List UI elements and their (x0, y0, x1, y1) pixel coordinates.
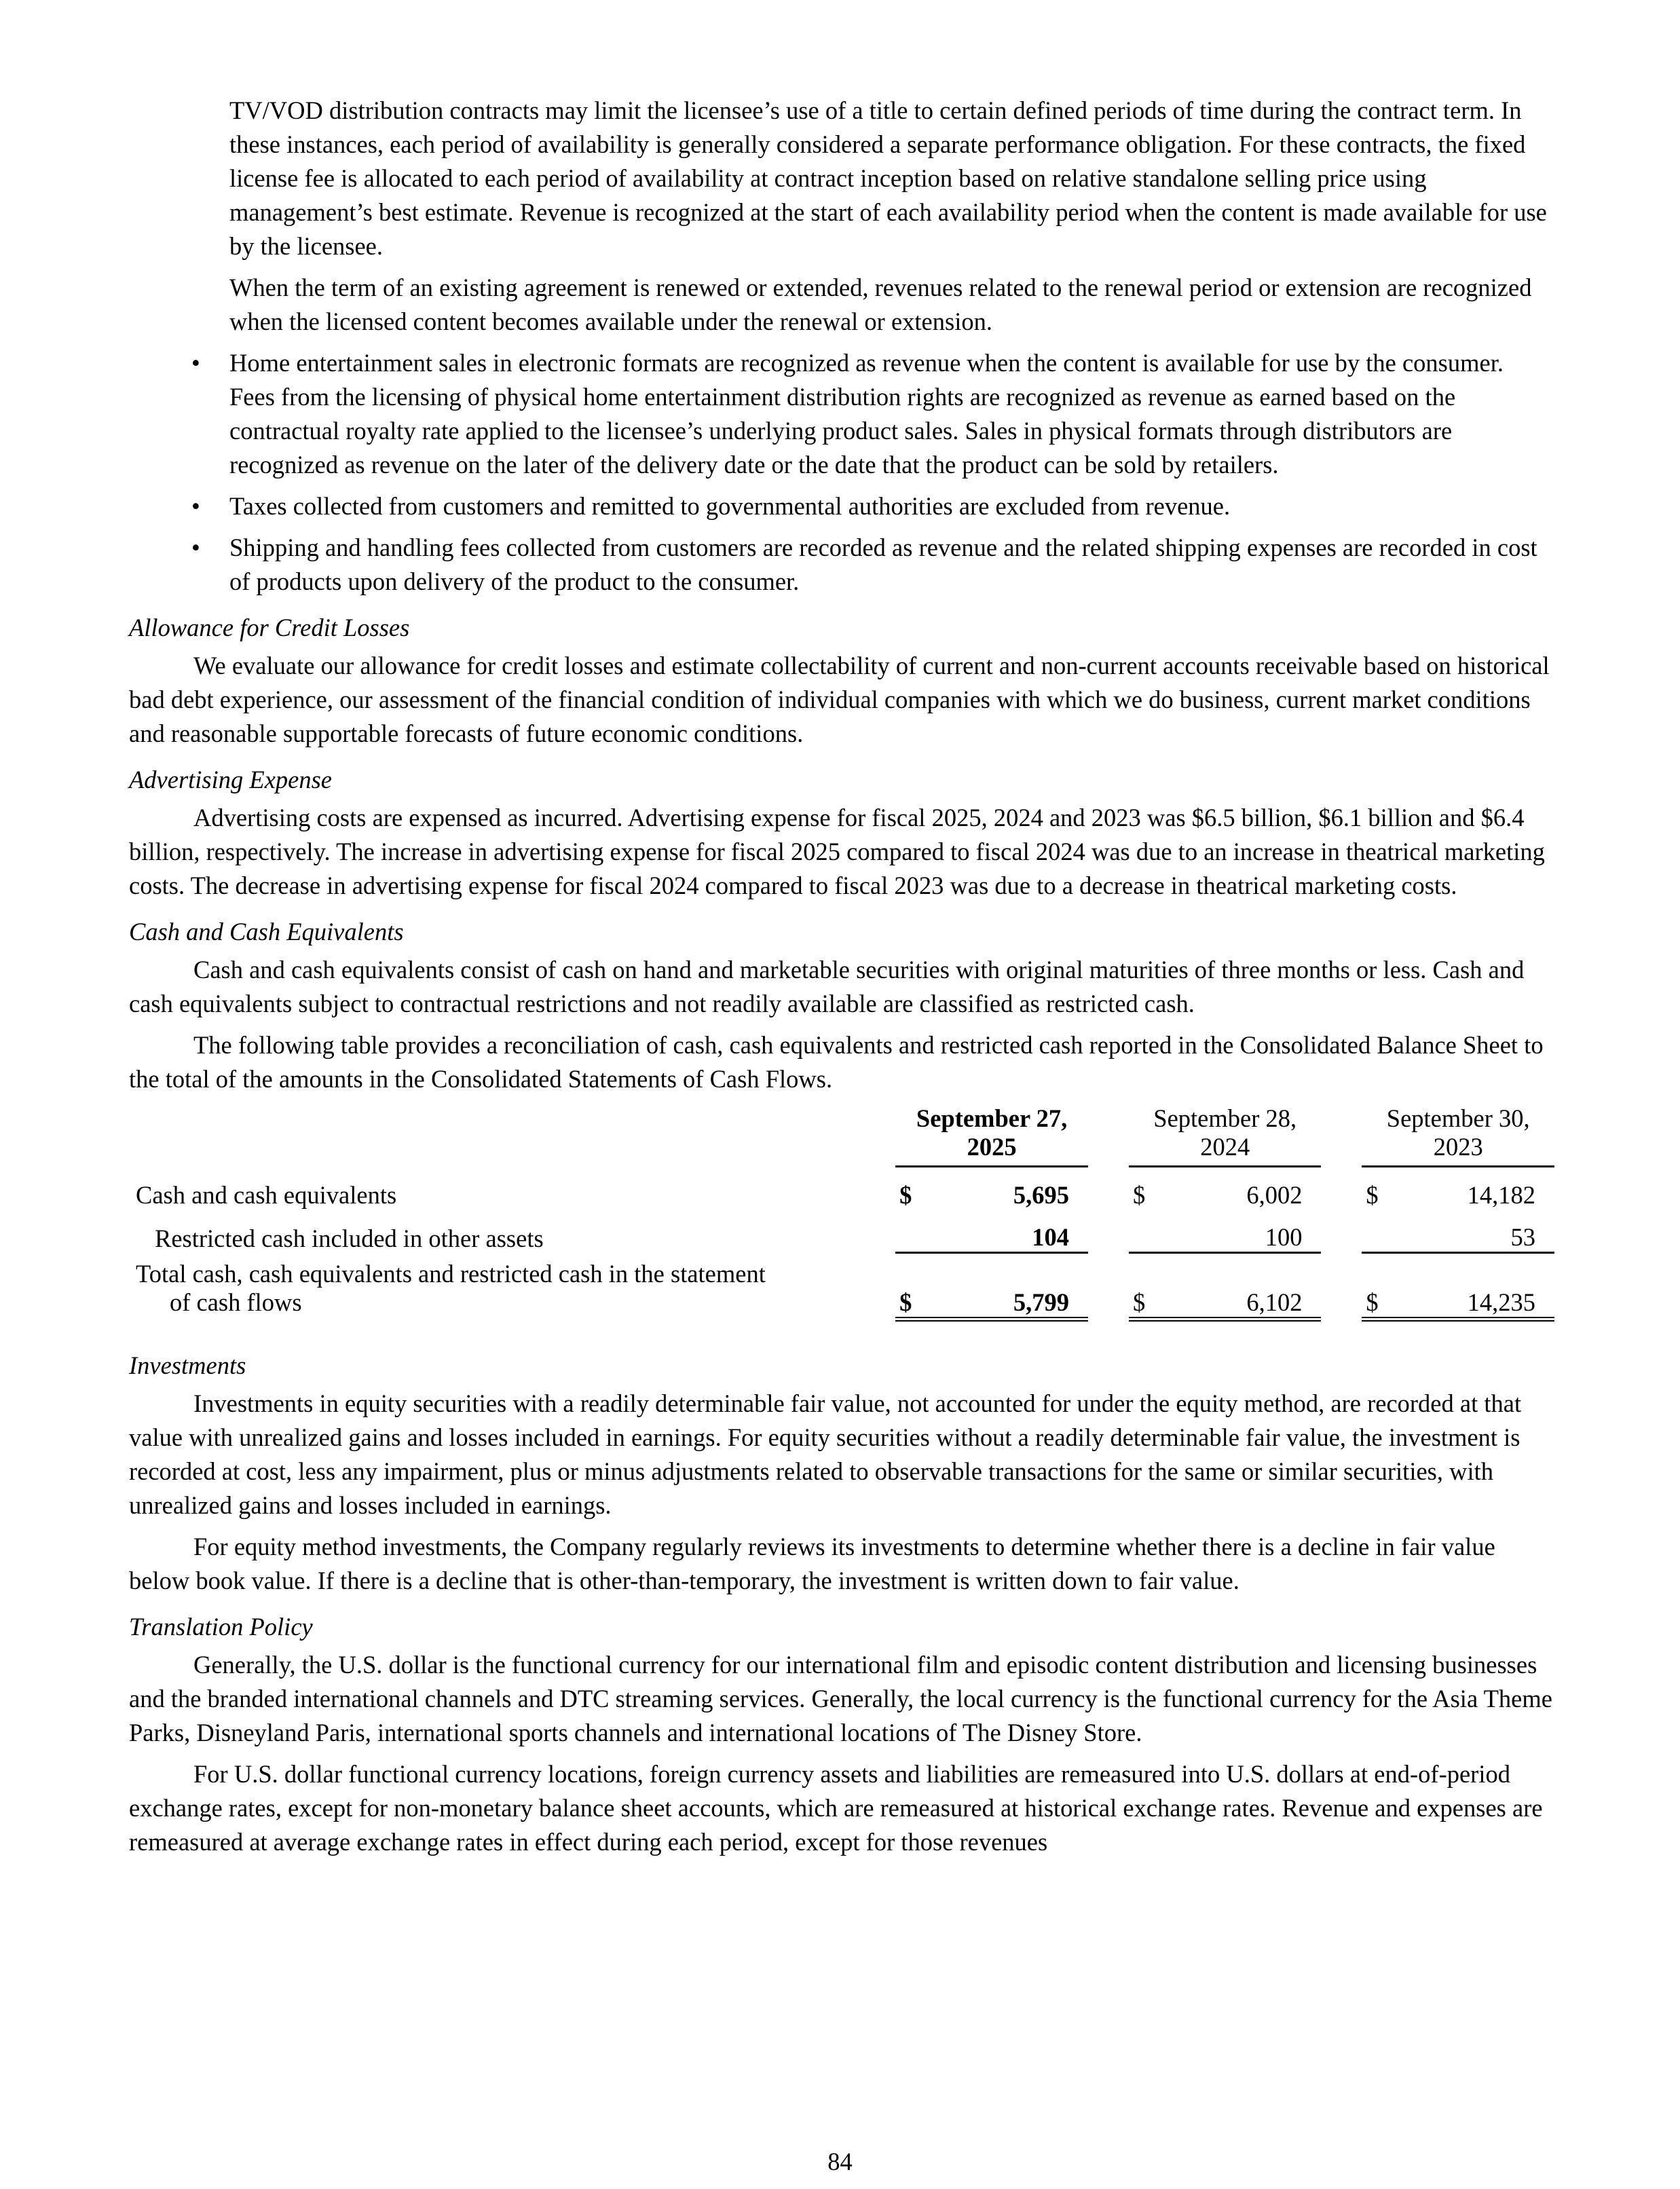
currency-symbol: $ (899, 1181, 912, 1209)
bullet-marker: • (191, 349, 200, 377)
row-label: Cash and cash equivalents (136, 1181, 397, 1209)
bullet-text: Home entertainment sales in electronic formats are recognized as revenue when the content is available for use by the consumer. Fees from the licensing of physical home entertainment distribution rights are recognized as revenue as earned based on the contractual royalty rate applied to the licensee’s underlying product sales. Sales in physical formats through distributors are recognized as revenue on the later of the delivery date or the date that the product can be sold by retailers. (229, 349, 1504, 479)
cell-value: 5,695 (1013, 1181, 1070, 1209)
bullet-text: Taxes collected from customers and remitted to governmental authorities are excluded from revenue. (229, 492, 1231, 520)
cell-value: 5,799 (929, 1253, 1088, 1320)
column-header: September 28, 2024 (1129, 1104, 1322, 1167)
cell-value: 6,002 (1246, 1181, 1303, 1209)
cell-value: 14,235 (1396, 1253, 1554, 1320)
paragraph: Cash and cash equivalents consist of cash on hand and marketable securities with original maturities of three months or less. Cash and cash equivalents subject to contractual restrictions and not readily available are classified as restricted cash. (129, 956, 1525, 1017)
intro-paragraph: TV/VOD distribution contracts may limit the licensee’s use of a title to certain defined periods of time during the contract term. In these instances, each period of availability is generally considered a separate performance obligation. For these contracts, the fixed license fee is allocated to each period of availability at contract inception based on relative standalone selling price using management’s best estimate. Revenue is recognized at the start of each availability period when the content is made available for use by the licensee. (229, 96, 1547, 260)
section-heading-credit-losses: Allowance for Credit Losses (129, 614, 410, 641)
table-row (129, 1167, 1554, 1210)
row-label: Restricted cash included in other assets (155, 1224, 544, 1252)
cash-reconciliation-table (129, 1104, 1554, 1322)
paragraph: Generally, the U.S. dollar is the functional currency for our international film and episodic content distribution and licensing businesses and the branded international channels and DTC streaming services. Generally, the local currency is the functional currency for the Asia Theme Parks, Disneyland Paris, international sports channels and international locations of The Disney Store. (129, 1651, 1552, 1746)
page-number: 84 (827, 2148, 853, 2175)
cell-value: 100 (1162, 1210, 1321, 1253)
section-heading-investments: Investments (129, 1351, 246, 1379)
row-label: Total cash, cash equivalents and restricted cash in the statement of cash flows (136, 1259, 766, 1316)
cell-value: 104 (929, 1210, 1088, 1253)
currency-symbol: $ (1129, 1253, 1162, 1320)
paragraph: We evaluate our allowance for credit losses and estimate collectability of current and non-current accounts receivable based on historical bad debt experience, our assessment of the financial condition of individual companies with which we do business, current market conditions and reasonable supportable forecasts of future economic conditions. (129, 652, 1550, 747)
bullet-text: Shipping and handling fees collected from customers are recorded as revenue and the related shipping expenses are recorded in cost of products upon delivery of the product to the consumer. (229, 534, 1537, 595)
intro-paragraph: When the term of an existing agreement is renewed or extended, revenues related to the renewal period or extension are recognized when the licensed content becomes available under the renewal or extension. (229, 274, 1532, 335)
list-item (129, 489, 1554, 523)
paragraph: For U.S. dollar functional currency locations, foreign currency assets and liabilities are remeasured into U.S. dollars at end-of-period exchange rates, except for non-monetary balance sheet accounts, which are remeasured at historical exchange rates. Revenue and expenses are remeasured at average exchange rates in effect during each period, except for those revenues (129, 1760, 1543, 1856)
cell-value: 14,182 (1467, 1181, 1535, 1209)
paragraph: For equity method investments, the Company regularly reviews its investments to determine whether there is a decline in fair value below book value. If there is a decline that is other-than-temporary, the investment is written down to fair value. (129, 1533, 1495, 1594)
cell-value: 53 (1396, 1210, 1554, 1253)
currency-symbol: $ (895, 1253, 929, 1320)
bullet-list (129, 346, 1554, 599)
intro-block (229, 94, 1554, 339)
cell-value: 6,102 (1162, 1253, 1321, 1320)
bullet-marker: • (191, 534, 200, 561)
currency-symbol: $ (1362, 1253, 1395, 1320)
paragraph: Advertising costs are expensed as incurred. Advertising expense for fiscal 2025, 2024 and 2023 was $6.5 billion, $6.1 billion and $6.4 billion, respectively. The increase in advertising expense for fiscal 2025 compared to fiscal 2024 was due to an increase in theatrical marketing costs. The decrease in advertising expense for fiscal 2024 compared to fiscal 2023 was due to a decrease in theatrical marketing costs. (129, 804, 1545, 899)
table-row-total (129, 1253, 1554, 1320)
currency-symbol: $ (1132, 1181, 1146, 1209)
list-item (129, 346, 1554, 482)
section-heading-cash: Cash and Cash Equivalents (129, 918, 404, 946)
column-header: September 30, 2023 (1362, 1104, 1554, 1167)
bullet-marker: • (191, 492, 200, 520)
table-header-row (129, 1104, 1554, 1167)
document-page (129, 94, 1554, 1867)
paragraph: The following table provides a reconciliation of cash, cash equivalents and restricted cash reported in the Consolidated Balance Sheet to the total of the amounts in the Consolidated Statements of Cash Flows. (129, 1031, 1544, 1093)
paragraph: Investments in equity securities with a readily determinable fair value, not accounted for under the equity method, are recorded at that value with unrealized gains and losses included in earnings. For equity securities without a readily determinable fair value, the investment is recorded at cost, less any impairment, plus or minus adjustments related to observable transactions for the same or similar securities, with unrealized gains and losses included in earnings. (129, 1389, 1522, 1519)
currency-symbol: $ (1366, 1181, 1379, 1209)
list-item (129, 531, 1554, 599)
column-header: September 27, 2025 (895, 1104, 1088, 1167)
section-heading-advertising: Advertising Expense (129, 766, 333, 793)
table-row (129, 1210, 1554, 1253)
section-heading-translation: Translation Policy (129, 1613, 313, 1641)
